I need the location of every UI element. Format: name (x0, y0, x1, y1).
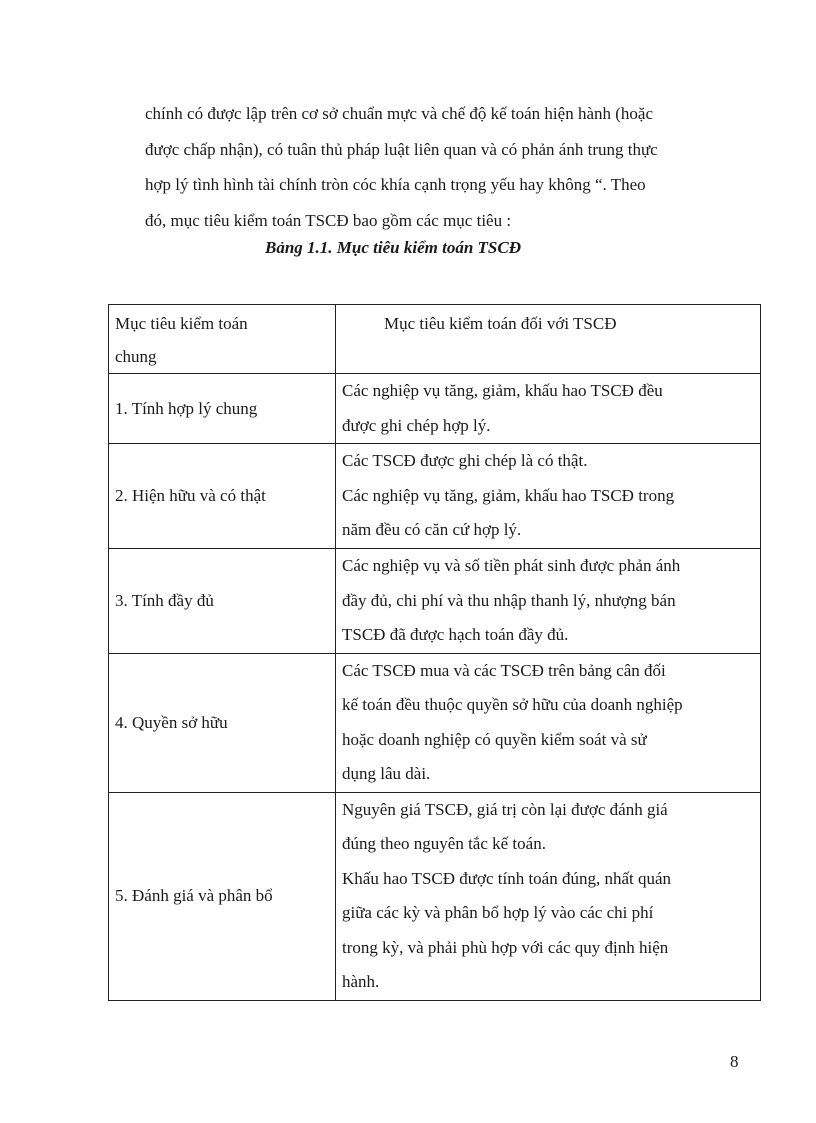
detail-line: hành. (342, 972, 380, 991)
intro-line: được chấp nhận), có tuân thủ pháp luật liên quan và có phản ánh trung thực (145, 139, 658, 159)
detail-cell (336, 653, 761, 792)
table-row (109, 444, 761, 549)
detail-line: Các nghiệp vụ tăng, giảm, khấu hao TSCĐ trong (342, 485, 675, 505)
audit-objectives-table (108, 304, 761, 1001)
intro-line: đó, mục tiêu kiểm toán TSCĐ bao gồm các mục tiêu : (145, 210, 512, 230)
detail-line: Các nghiệp vụ tăng, giảm, khấu hao TSCĐ đều (342, 381, 663, 400)
table-row (109, 653, 761, 792)
detail-line: Các TSCĐ mua và các TSCĐ trên bảng cân đối (342, 660, 666, 680)
detail-line: trong kỳ, và phải phù hợp với các quy định hiện (342, 937, 669, 957)
header-general-objective (109, 305, 336, 374)
table-caption: Bảng 1.1. Mục tiêu kiểm toán TSCĐ (265, 238, 521, 257)
detail-line: TSCĐ đã được hạch toán đầy đủ. (342, 625, 569, 644)
objective-cell: 3. Tính đầy đủ (109, 549, 336, 654)
objective-cell: 2. Hiện hữu và có thật (109, 444, 336, 549)
detail-line: giữa các kỳ và phân bổ hợp lý vào các chi phí (342, 903, 654, 922)
detail-line: đầy đủ, chi phí và thu nhập thanh lý, nhượng bán (342, 590, 676, 610)
table-row (109, 549, 761, 654)
table-row (109, 792, 761, 1000)
detail-line: Khấu hao TSCĐ được tính toán đúng, nhất quán (342, 868, 672, 888)
detail-line: dụng lâu dài. (342, 764, 431, 783)
table-row (109, 374, 761, 444)
objective-cell: 1. Tính hợp lý chung (109, 374, 336, 444)
detail-line: Các TSCĐ được ghi chép là có thật. (342, 451, 588, 471)
table-header-row (109, 305, 761, 374)
page-number: 8 (730, 1052, 739, 1071)
objective-cell: 5. Đánh giá và phân bổ (109, 792, 336, 1000)
detail-line: năm đều có căn cứ hợp lý. (342, 520, 522, 540)
header-left-line: Mục tiêu kiểm toán (115, 314, 248, 333)
detail-line: đúng theo nguyên tắc kế toán. (342, 834, 546, 853)
detail-cell (336, 549, 761, 654)
intro-paragraph (145, 96, 720, 238)
intro-line: chính có được lập trên cơ sở chuẩn mực và chế độ kế toán hiện hành (hoặc (145, 104, 653, 123)
header-tscd-objective: Mục tiêu kiểm toán đối với TSCĐ (336, 305, 761, 374)
detail-line: Nguyên giá TSCĐ, giá trị còn lại được đánh giá (342, 799, 668, 819)
detail-line: được ghi chép hợp lý. (342, 415, 491, 435)
detail-cell (336, 792, 761, 1000)
header-left-line: chung (115, 347, 157, 366)
detail-line: hoặc doanh nghiệp có quyền kiểm soát và sử (342, 729, 647, 749)
detail-line: Các nghiệp vụ và số tiền phát sinh được phản ánh (342, 556, 681, 575)
detail-cell (336, 374, 761, 444)
detail-line: kế toán đều thuộc quyền sở hữu của doanh nghiệp (342, 695, 683, 714)
objective-cell: 4. Quyền sở hữu (109, 653, 336, 792)
detail-cell (336, 444, 761, 549)
intro-line: hợp lý tình hình tài chính tròn cóc khía cạnh trọng yếu hay không “. Theo (145, 175, 646, 194)
